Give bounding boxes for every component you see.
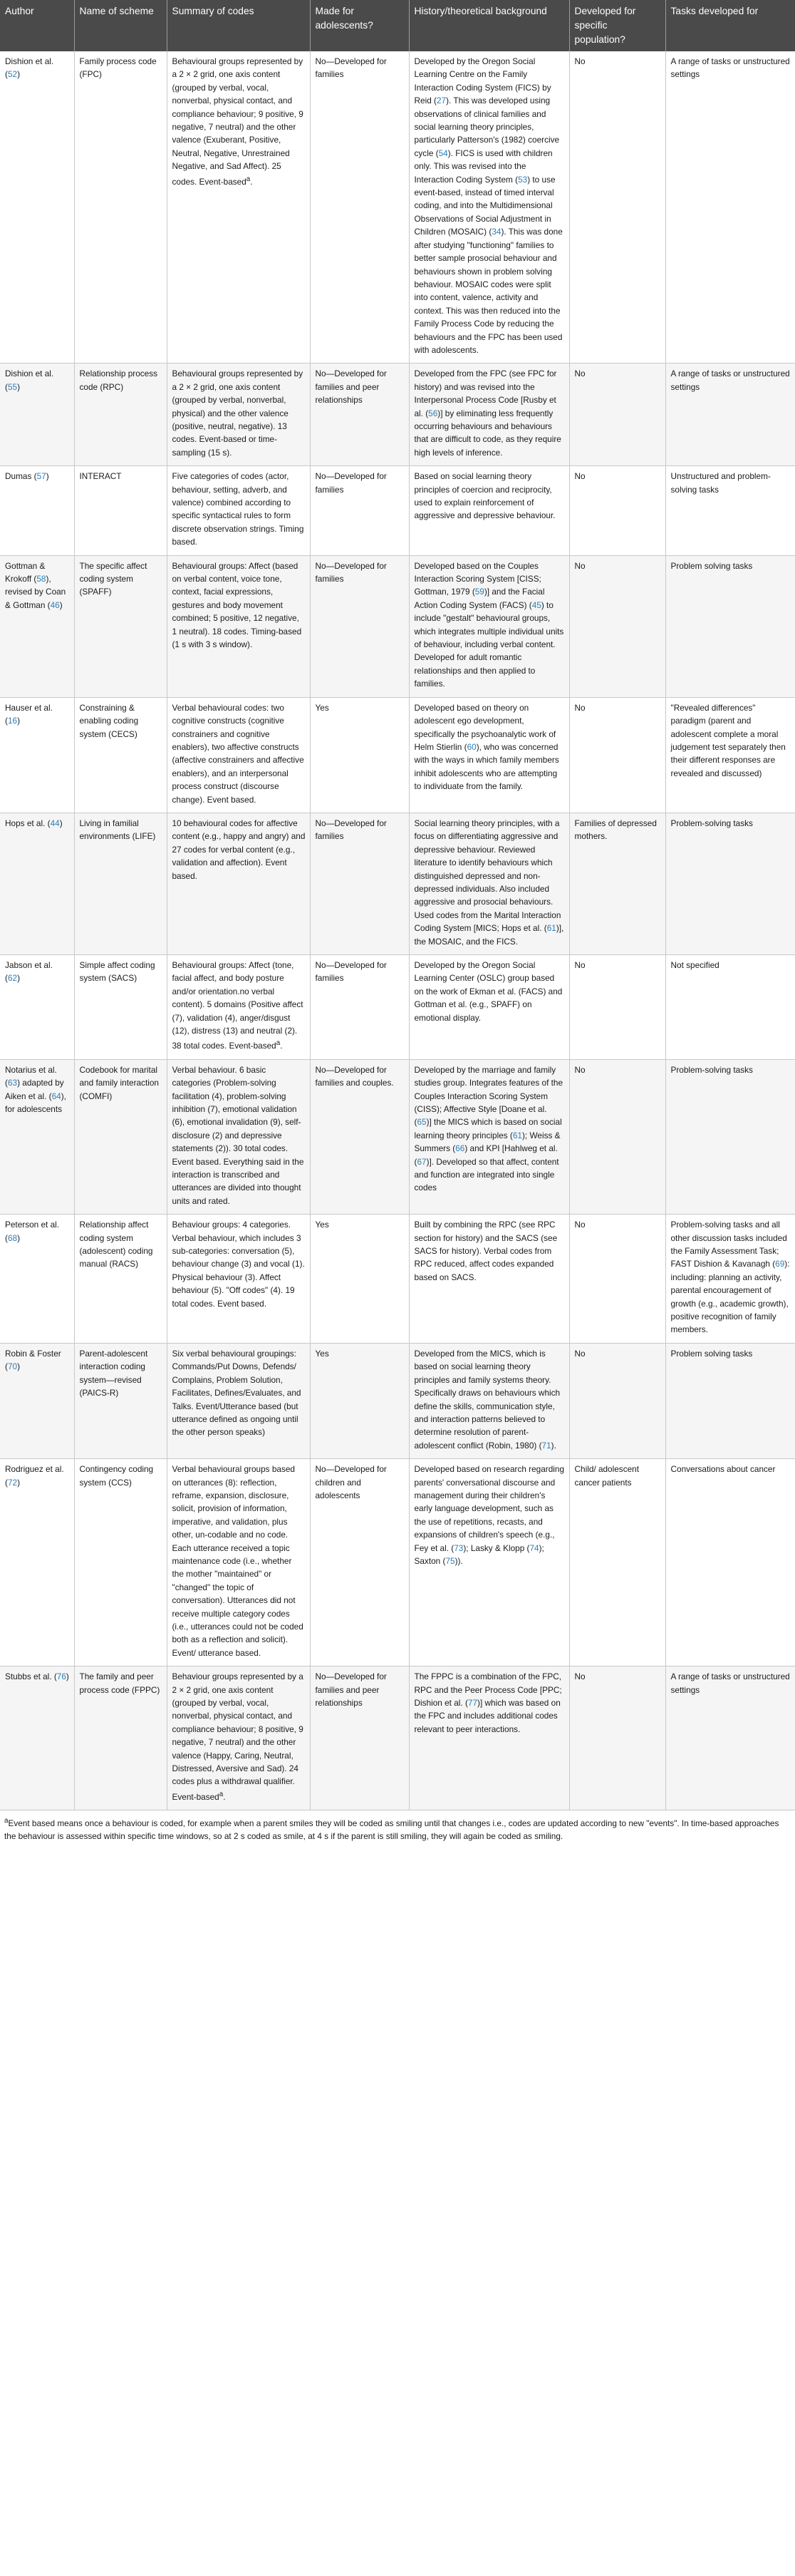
history-cell: Developed by the marriage and family studies group. Integrates features of the Couples Interaction Scoring System (CISS); Affective Style [Doane et al. (65)] the MICS which is based on social learning theory principles (61); Weiss & Summers (66) and KPI [Hahlweg et al. (67)]. Developed so that affect, content and function are integrated into single codes xyxy=(409,1059,569,1214)
table-row xyxy=(0,813,795,954)
population-cell: No xyxy=(569,466,665,555)
footnote-marker: a xyxy=(276,1039,281,1048)
summary-cell: Behavioural groups represented by a 2 × 2 grid, one axis content (grouped by verbal, vocal, nonverbal, physical contact, and compliance behaviour; 9 positive, 9 negative, 7 neutral) and the other valence (Exuberant, Positive, Neutral, Negative, Unrestrained Negative, and Sad Affect). 25 codes. Event-based$^a$. xyxy=(167,51,310,364)
author-cell: Gottman & Krokoff (58), revised by Coan & Gottman (46) xyxy=(0,555,74,697)
summary-cell: Five categories of codes (actor, behaviour, setting, adverb, and valence) combined according to specific syntactical rules to form discrete observation strings. Timing based. xyxy=(167,466,310,555)
table-row xyxy=(0,466,795,555)
reference-link[interactable]: 76 xyxy=(56,1671,66,1682)
tasks-cell: Conversations about cancer xyxy=(665,1459,795,1666)
summary-cell: Behavioural groups represented by a 2 × 2 grid, one axis content (grouped by verbal, nonverbal, physical) and the other valence (positive, neutral, negative). 13 codes. Event-based or time-sampling (15 s). xyxy=(167,364,310,466)
author-cell: Dishion et al. (52) xyxy=(0,51,74,364)
author-cell: Stubbs et al. (76) xyxy=(0,1666,74,1810)
adolescents-cell: Yes xyxy=(310,1343,409,1458)
summary-cell: Verbal behavioural groups based on utterances (8): reflection, reframe, expansion, disclosure, solicit, provision of information, imperative, and validation, plus other, un-codable and no code. Each utterance received a topic maintenance code (i.e., whether the mother "maintained" or "changed" the topic of conversation). Utterances did not receive multiple category codes (i.e., utterances could not be coded both as a reflection and solicit). Event/ utterance based. xyxy=(167,1459,310,1666)
tasks-cell: A range of tasks or unstructured settings xyxy=(665,364,795,466)
adolescents-cell: No—Developed for families xyxy=(310,955,409,1060)
scheme-name-cell: The specific affect coding system (SPAFF) xyxy=(74,555,167,697)
reference-link[interactable]: 66 xyxy=(455,1143,465,1154)
reference-link[interactable]: 53 xyxy=(518,174,528,185)
header-row xyxy=(0,0,795,51)
population-cell: No xyxy=(569,697,665,813)
table-body xyxy=(0,51,795,1810)
adolescents-cell: No—Developed for families and peer relationships xyxy=(310,364,409,466)
scheme-name-cell: Simple affect coding system (SACS) xyxy=(74,955,167,1060)
tasks-cell: Problem-solving tasks and all other discussion tasks included the Family Assessment Task; FAST Dishion & Kavanagh (69): including: planning an activity, parental encouragement of growth (e.g., academic growth), positive recognition of family members. xyxy=(665,1215,795,1344)
adolescents-cell: No—Developed for families and couples. xyxy=(310,1059,409,1214)
table-header xyxy=(0,0,795,51)
summary-cell: Verbal behavioural codes: two cognitive constructs (cognitive constrainers and cognitive enablers), two affective constructs (affective constrainers and affective enablers), and an interpersonal process construct (discourse change). Event based. xyxy=(167,697,310,813)
author-cell: Hops et al. (44) xyxy=(0,813,74,954)
scheme-name-cell: Parent-adolescent interaction coding system—revised (PAICS-R) xyxy=(74,1343,167,1458)
header-tasks: Tasks developed for xyxy=(665,0,795,51)
population-cell: No xyxy=(569,1215,665,1344)
author-cell: Notarius et al. (63) adapted by Aiken et al. (64), for adolescents xyxy=(0,1059,74,1214)
history-cell: Developed by the Oregon Social Learning Centre on the Family Interaction Coding System (FICS) by Reid (27). This was developed using observations of clinical families and social learning theory principles, particularly Patterson's (1982) coercive cycle (54). FICS is used with children only. This was revised into the Interaction Coding System (53) to use event-based, instead of timed interval coding, and into the Multidimensional Observations of Social Adjustment in Children (MOSAIC) (34). This was done after studying "functioning" families to better sample prosocial behaviour and behaviours shown in problem solving behaviour. MOSAIC codes were split into content, valence, activity and context. This was then reduced into the Family Process Code by reducing the behaviours and the FPC has been used with adolescents. xyxy=(409,51,569,364)
tasks-cell: Problem-solving tasks xyxy=(665,813,795,954)
table-row xyxy=(0,51,795,364)
reference-link[interactable]: 58 xyxy=(36,574,46,584)
table-row xyxy=(0,1459,795,1666)
scheme-name-cell: Codebook for marital and family interaction (COMFI) xyxy=(74,1059,167,1214)
history-cell: Social learning theory principles, with a focus on differentiating aggressive and depressive behaviour. Reviewed literature to identify behaviours which distinguished depressed and non-depressed individuals. Also included aggressive and prosocial behaviours. Used codes from the Marital Interaction Coding System [MICS; Hops et al. (61)], the MOSAIC, and the FICS. xyxy=(409,813,569,954)
reference-link[interactable]: 59 xyxy=(474,587,484,597)
reference-link[interactable]: 71 xyxy=(541,1440,551,1451)
population-cell: No xyxy=(569,364,665,466)
adolescents-cell: Yes xyxy=(310,1215,409,1344)
table-row xyxy=(0,1666,795,1810)
header-population: Developed for specific population? xyxy=(569,0,665,51)
reference-link[interactable]: 62 xyxy=(7,973,18,984)
reference-link[interactable]: 67 xyxy=(417,1156,427,1167)
reference-link[interactable]: 65 xyxy=(417,1117,427,1128)
reference-link[interactable]: 61 xyxy=(546,923,556,934)
table-row xyxy=(0,1343,795,1458)
author-cell: Hauser et al. (16) xyxy=(0,697,74,813)
adolescents-cell: No—Developed for families xyxy=(310,555,409,697)
tasks-cell: "Revealed differences" paradigm (parent and adolescent complete a moral judgement test separately then their different responses are revealed and discussed) xyxy=(665,697,795,813)
table-row xyxy=(0,364,795,466)
population-cell: Child/ adolescent cancer patients xyxy=(569,1459,665,1666)
summary-cell: 10 behavioural codes for affective content (e.g., happy and angry) and 27 codes for verbal content (e.g., validation and affection). Event based. xyxy=(167,813,310,954)
scheme-name-cell: Relationship affect coding system (adolescent) coding manual (RACS) xyxy=(74,1215,167,1344)
reference-link[interactable]: 73 xyxy=(454,1542,464,1553)
history-cell: Developed based on research regarding parents' conversational discourse and management during their children's early language development, such as the use of repetitions, recasts, and expansions of children's speech (e.g., Fey et al. (73); Lasky & Klopp (74); Saxton (75)). xyxy=(409,1459,569,1666)
author-cell: Robin & Foster (70) xyxy=(0,1343,74,1458)
table-row xyxy=(0,555,795,697)
table-row xyxy=(0,955,795,1060)
reference-link[interactable]: 68 xyxy=(7,1232,18,1243)
reference-link[interactable]: 27 xyxy=(436,96,447,106)
scheme-name-cell: The family and peer process code (FPPC) xyxy=(74,1666,167,1810)
scheme-name-cell: Relationship process code (RPC) xyxy=(74,364,167,466)
table-row xyxy=(0,1215,795,1344)
summary-cell: Six verbal behavioural groupings: Commands/Put Downs, Defends/ Complains, Problem Solution, Facilitates, Defines/Evaluates, and Talks. Event/Utterance based (but utterance defined as ongoing until the other person speaks) xyxy=(167,1343,310,1458)
tasks-cell: Problem solving tasks xyxy=(665,1343,795,1458)
scheme-name-cell: Contingency coding system (CCS) xyxy=(74,1459,167,1666)
reference-link[interactable]: 63 xyxy=(7,1078,18,1088)
history-cell: Developed by the Oregon Social Learning Center (OSLC) group based on the work of Ekman et al. (FACS) and Gottman et al. (e.g., SPAFF) on emotional display. xyxy=(409,955,569,1060)
summary-cell: Behaviour groups: 4 categories. Verbal behaviour, which includes 3 sub-categories: conversation (5), behaviour change (3) and vocal (1). Physical behaviour (3). Affect behaviour (5). "Off codes" (4). 19 total codes. Event based. xyxy=(167,1215,310,1344)
adolescents-cell: No—Developed for families and peer relationships xyxy=(310,1666,409,1810)
reference-link[interactable]: 72 xyxy=(7,1477,18,1488)
history-cell: Built by combining the RPC (see RPC section for history) and the SACS (see SACS for history). Verbal codes from RPC reduced, affect codes expanded based on SACS. xyxy=(409,1215,569,1344)
tasks-cell: Problem solving tasks xyxy=(665,555,795,697)
author-cell: Dumas (57) xyxy=(0,466,74,555)
reference-link[interactable]: 70 xyxy=(7,1361,18,1372)
reference-link[interactable]: 61 xyxy=(512,1130,522,1140)
history-cell: Developed based on theory on adolescent ego development, specifically the psychoanalytic work of Helm Stierlin (60), who was concerned with the ways in which family members inhibit adolescents who are attempting to individuate from the family. xyxy=(409,697,569,813)
scheme-name-cell: INTERACT xyxy=(74,466,167,555)
scheme-name-cell: Constraining & enabling coding system (CECS) xyxy=(74,697,167,813)
population-cell: No xyxy=(569,1666,665,1810)
population-cell: No xyxy=(569,555,665,697)
reference-link[interactable]: 56 xyxy=(428,408,438,418)
reference-link[interactable]: 64 xyxy=(51,1091,61,1101)
footnote-marker: a xyxy=(246,175,251,183)
header-summary: Summary of codes xyxy=(167,0,310,51)
reference-link[interactable]: 52 xyxy=(7,69,18,80)
reference-link[interactable]: 77 xyxy=(467,1698,478,1709)
table-row xyxy=(0,1059,795,1214)
adolescents-cell: No—Developed for families xyxy=(310,51,409,364)
reference-link[interactable]: 46 xyxy=(50,599,60,610)
author-cell: Rodriguez et al. (72) xyxy=(0,1459,74,1666)
adolescents-cell: Yes xyxy=(310,697,409,813)
reference-link[interactable]: 69 xyxy=(775,1259,785,1269)
summary-cell: Behavioural groups: Affect (based on verbal content, voice tone, context, facial expressions, gestures and body movement combined; 5 positive, 12 negative, 1 neutral). 18 codes. Timing-based (1 s with 3 s window). xyxy=(167,555,310,697)
author-cell: Jabson et al. (62) xyxy=(0,955,74,1060)
footnote-marker: a xyxy=(4,1817,9,1825)
tasks-cell: Problem-solving tasks xyxy=(665,1059,795,1214)
reference-link[interactable]: 57 xyxy=(36,471,46,482)
footnote-marker: a xyxy=(219,1790,224,1798)
summary-cell: Behavioural groups: Affect (tone, facial affect, and body posture and/or orientation.no verbal content). 5 domains (Positive affect (7), validation (4), anger/disgust (12), distress (13) and neutral (2). 38 total codes. Event-based$^a$. xyxy=(167,955,310,1060)
header-adolescents: Made for adolescents? xyxy=(310,0,409,51)
reference-link[interactable]: 45 xyxy=(531,599,541,610)
adolescents-cell: No—Developed for children and adolescents xyxy=(310,1459,409,1666)
reference-link[interactable]: 75 xyxy=(445,1555,455,1566)
author-cell: Dishion et al. (55) xyxy=(0,364,74,466)
population-cell: No xyxy=(569,51,665,364)
adolescents-cell: No—Developed for families xyxy=(310,466,409,555)
table-footnote: $^a$Event based means once a behaviour is coded, for example when a parent smiles they will be coded as smiling until that changes i.e., codes are updated according to new "events". In time-based approaches the behaviour is assessed within specific time windows, so at 2 s coded as smile, at 4 s if the parent is still smiling, they will again be coded as smiling. xyxy=(4,1817,779,1842)
scheme-name-cell: Family process code (FPC) xyxy=(74,51,167,364)
header-history: History/theoretical background xyxy=(409,0,569,51)
history-cell: Developed from the FPC (see FPC for history) and was revised into the Interpersonal Process Code [Rusby et al. (56)] by eliminating less frequently occurring behaviours and behaviours that are difficult to code, as they require high levels of inference. xyxy=(409,364,569,466)
history-cell: Based on social learning theory principles of coercion and reciprocity, used to explain reinforcement of aggressive and depressive behaviour. xyxy=(409,466,569,555)
history-cell: Developed based on the Couples Interaction Scoring System [CISS; Gottman, 1979 (59)] and the Facial Action Coding System (FACS) (45) to include "gestalt" behavioural groups, which integrates multiple individual units of behaviour, including verbal content. Developed for adult romantic relationships and then applied to families. xyxy=(409,555,569,697)
header-scheme-name: Name of scheme xyxy=(74,0,167,51)
tasks-cell: Not specified xyxy=(665,955,795,1060)
adolescents-cell: No—Developed for families xyxy=(310,813,409,954)
history-cell: The FPPC is a combination of the FPC, RPC and the Peer Process Code [PPC; Dishion et al. (77)] which was based on the FPC and includes additional codes relevant to peer interactions. xyxy=(409,1666,569,1810)
summary-cell: Verbal behaviour. 6 basic categories (Problem-solving facilitation (4), problem-solving inhibition (7), emotional validation (6), emotional invalidation (9), self-disclosure (2) and depressive statements (2)). 30 total codes. Event based. Everything said in the interaction is transcribed and utterances are divided into thought units and rated. xyxy=(167,1059,310,1214)
tasks-cell: A range of tasks or unstructured settings xyxy=(665,51,795,364)
reference-link[interactable]: 60 xyxy=(467,741,477,752)
tasks-cell: A range of tasks or unstructured settings xyxy=(665,1666,795,1810)
reference-link[interactable]: 54 xyxy=(438,148,448,158)
population-cell: No xyxy=(569,955,665,1060)
tasks-cell: Unstructured and problem-solving tasks xyxy=(665,466,795,555)
population-cell: No xyxy=(569,1343,665,1458)
header-author: Author xyxy=(0,0,74,51)
reference-link[interactable]: 55 xyxy=(7,381,18,392)
population-cell: No xyxy=(569,1059,665,1214)
table-row xyxy=(0,697,795,813)
author-cell: Peterson et al. (68) xyxy=(0,1215,74,1344)
reference-link[interactable]: 74 xyxy=(529,1542,539,1553)
reference-link[interactable]: 34 xyxy=(492,227,502,237)
scheme-name-cell: Living in familial environments (LIFE) xyxy=(74,813,167,954)
reference-link[interactable]: 16 xyxy=(7,716,18,726)
history-cell: Developed from the MICS, which is based on social learning theory principles and family systems theory. Specifically draws on behaviours which define the skills, communication style, and interaction patterns believed to determine resolution of parent-adolescent conflict (Robin, 1980) (71). xyxy=(409,1343,569,1458)
population-cell: Families of depressed mothers. xyxy=(569,813,665,954)
summary-cell: Behaviour groups represented by a 2 × 2 grid, one axis content (grouped by verbal, vocal, nonverbal, physical contact, and compliance behaviour; 8 positive, 9 negative, 7 neutral) and the other valence (Happy, Caring, Neutral, Distressed, Aversive and Sad). 24 codes plus a withdrawal qualifier. Event-based$^a$. xyxy=(167,1666,310,1810)
reference-link[interactable]: 44 xyxy=(50,818,60,828)
